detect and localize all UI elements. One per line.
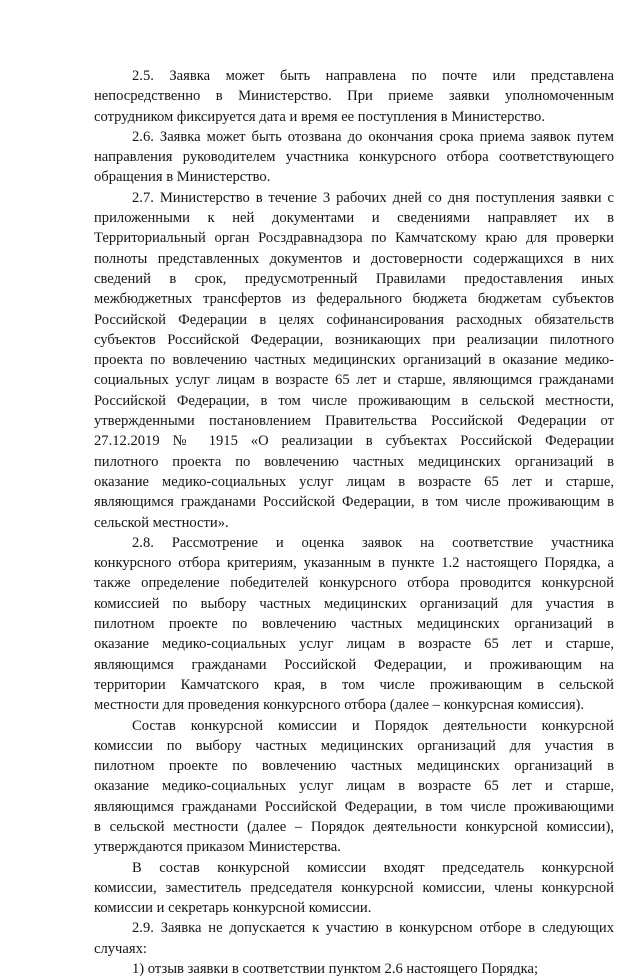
- text-line: оказание медико-социальных услуг лицам в возрасте 65 лет и старше,: [94, 778, 614, 795]
- paragraph-2-5: [94, 66, 614, 127]
- text-line: полноты представленных документов и достоверности содержащихся в них: [94, 250, 614, 267]
- text-line: являющимся гражданами Российской Федерации, в том числе проживающими: [94, 798, 614, 815]
- text-line: пилотном проекте по вовлечению частных медицинских организаций в: [94, 616, 614, 633]
- text-line: утверждаются приказом Министерства.: [94, 839, 341, 856]
- text-line: приложенными к ней документами и сведениями направляет их в: [94, 210, 614, 227]
- text-line: Российской Федерации, в том числе проживающим в сельской местности,: [94, 392, 614, 409]
- text-line: 2.5. Заявка может быть направлена по почте или представлена: [132, 68, 614, 84]
- text-line: проекта по вовлечению частных медицинских организаций в оказание медико-: [94, 352, 614, 369]
- text-line: непосредственно в Министерство. При приеме заявки уполномоченным: [94, 88, 614, 105]
- paragraph-2-8: [94, 533, 614, 716]
- text-line: оказание медико-социальных услуг лицам в возрасте 65 лет и старше,: [94, 636, 614, 653]
- text-line: 2.7. Министерство в течение 3 рабочих дней со дня поступления заявки с: [132, 189, 614, 206]
- text-line: субъектов Российской Федерации, возникающих при реализации пилотного: [94, 331, 614, 348]
- paragraph-commission-order: [94, 716, 614, 858]
- text-line: 27.12.2019 № 1915 «О реализации в субъектах Российской Федерации: [94, 433, 614, 450]
- text-line: 2.6. Заявка может быть отозвана до окончания срока приема заявок путем: [132, 128, 614, 145]
- text-line: конкурсного отбора критериям, указанным в пункте 1.2 настоящего Порядка, а: [94, 555, 614, 572]
- text-line: сведений в срок, предусмотренный Правилами предоставления иных: [94, 270, 614, 287]
- text-line: пилотном проекте по вовлечению частных медицинских организаций в: [94, 758, 614, 775]
- text-line: территории Камчатского края, в том числе проживающим в сельской: [94, 676, 614, 693]
- text-line: являющимся гражданами Российской Федерации, и проживающим на: [94, 656, 614, 673]
- text-line: оказание медико-социальных услуг лицам в возрасте 65 лет и старше,: [94, 473, 614, 490]
- text-line: являющимся гражданами Российской Федерации, в том числе проживающим в: [94, 494, 614, 511]
- text-line: пилотного проекта по вовлечению частных медицинских организаций в: [94, 453, 614, 470]
- text-line: местности для проведения конкурсного отбора (далее – конкурсная комиссия).: [94, 697, 585, 714]
- text-line: 2.8. Рассмотрение и оценка заявок на соответствие участника: [132, 534, 614, 551]
- text-line: случаях:: [94, 940, 147, 957]
- text-line: социальных услуг лицам в возрасте 65 лет и старше, являющимся гражданами: [94, 372, 614, 389]
- text-line: комиссии по выбору частных медицинских организаций для участия в: [94, 737, 614, 754]
- text-line: сотрудником фиксируется дата и время ее поступления в Министерство.: [94, 108, 545, 125]
- paragraph-2-6: [94, 127, 614, 188]
- text-line: утвержденными постановлением Правительства Российской Федерации от: [94, 413, 614, 430]
- text-line: комиссией по выбору частных медицинских организаций для участия в: [94, 595, 614, 612]
- text-line: Российской Федерации в целях софинансирования расходных обязательств: [94, 311, 614, 328]
- text-line: направления руководителем участника конкурсного отбора соответствующего: [94, 149, 614, 166]
- text-line: 2.9. Заявка не допускается к участию в конкурсном отборе в следующих: [132, 920, 614, 937]
- paragraph-commission-members: [94, 858, 614, 919]
- text-line: В состав конкурсной комиссии входят председатель конкурсной: [132, 859, 614, 876]
- text-line: комиссии и секретарь конкурсной комиссии.: [94, 900, 372, 917]
- text-line: в сельской местности (далее – Порядок деятельности конкурсной комиссии),: [94, 818, 614, 835]
- paragraph-2-9-item-1: [94, 959, 614, 979]
- text-line: 1) отзыв заявки в соответствии пунктом 2.6 настоящего Порядка;: [132, 961, 539, 978]
- text-line: Территориальный орган Росздравнадзора по Камчатскому краю для проверки: [94, 230, 614, 247]
- text-line: Состав конкурсной комиссии и Порядок деятельности конкурсной: [132, 717, 614, 734]
- document-page: [94, 66, 614, 979]
- paragraph-2-7: [94, 188, 614, 533]
- paragraph-2-9: [94, 918, 614, 959]
- text-line: межбюджетных трансфертов из федерального бюджета бюджетам субъектов: [94, 291, 614, 308]
- text-line: комиссии, заместитель председателя конкурсной комиссии, члены конкурсной: [94, 879, 614, 896]
- text-line: сельской местности».: [94, 514, 229, 531]
- text-line: также определение победителей конкурсного отбора проводится конкурсной: [94, 575, 614, 592]
- text-line: обращения в Министерство.: [94, 169, 271, 186]
